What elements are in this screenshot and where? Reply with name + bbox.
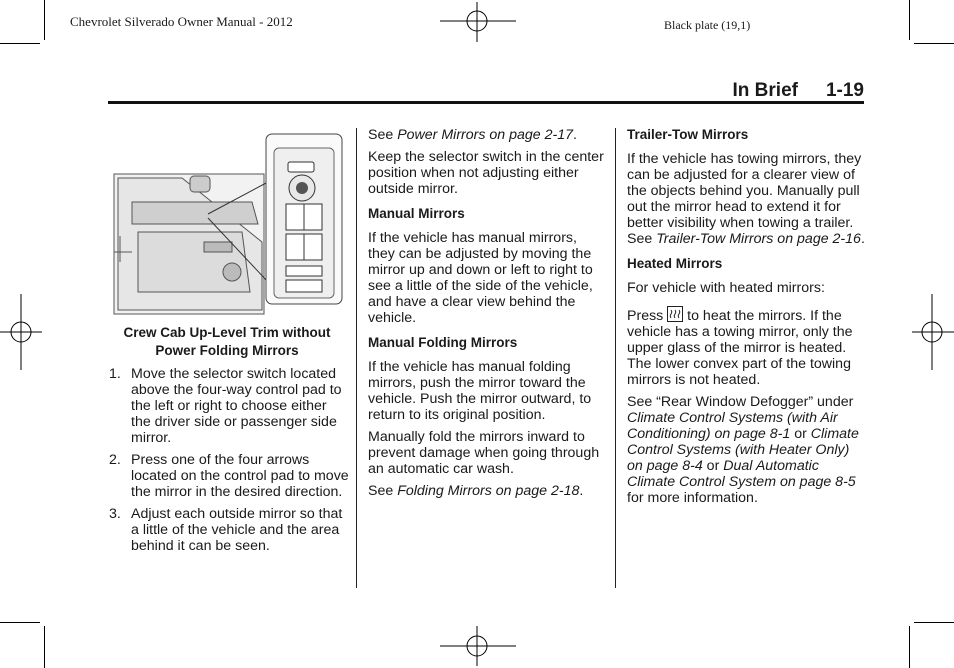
rear-defog-icon: [667, 306, 683, 322]
heading-heated-mirrors: Heated Mirrors: [627, 256, 723, 271]
paragraph: [627, 151, 865, 247]
registration-mark-right: [912, 294, 954, 370]
cross-reference: Climate Control Systems (with Air Conditioning) on page 8-1: [627, 410, 838, 442]
column-divider: [356, 128, 357, 588]
see-reference: [368, 483, 606, 499]
text: to heat the mirrors. If the vehicle has a towing mirror, only the upper glass of the mirror is heated. The lower convex part of the towing mirrors is not heated.: [627, 308, 853, 388]
plate-label: Black plate (19,1): [664, 18, 751, 32]
crop-mark: [44, 0, 45, 40]
caption-line: Crew Cab Up-Level Trim without: [123, 325, 331, 340]
cross-reference: Power Mirrors on page 2-17: [397, 127, 574, 143]
page-number: 1-19: [825, 80, 864, 101]
heading-manual-mirrors: Manual Mirrors: [368, 206, 465, 221]
text: Press: [627, 308, 664, 324]
column-2: [368, 127, 606, 505]
cross-reference: Trailer-Tow Mirrors on page 2-16: [656, 231, 861, 247]
text: See: [368, 127, 398, 143]
see-reference: [368, 127, 606, 143]
figure-caption: [110, 324, 344, 360]
step-number: 3.: [109, 506, 121, 522]
list-item: [109, 366, 349, 446]
text: See “Rear Window Defogger” under: [627, 394, 854, 410]
step-text: Press one of the four arrows located on the control pad to move the mirror in the desired direction.: [131, 452, 349, 500]
crop-mark: [909, 626, 910, 668]
list-item: [109, 506, 349, 554]
paragraph: [627, 306, 865, 388]
text: or: [790, 426, 811, 442]
paragraph: If the vehicle has manual mirrors, they can be adjusted by moving the mirror up and down or left to right to see a little of the side of the vehicle, and have a clear view behind the vehicle.: [368, 230, 593, 326]
cross-reference: Climate Control Systems (with Heater Only) on page 8-4: [627, 426, 859, 474]
text: .: [860, 231, 865, 247]
cross-reference: Folding Mirrors on page 2-18: [397, 483, 580, 499]
text: or: [702, 458, 724, 474]
paragraph: If the vehicle has manual folding mirrors, push the mirror toward the vehicle. Push the mirror outward, to return to its original position.: [368, 359, 592, 423]
registration-mark-left: [0, 294, 42, 370]
crop-mark: [0, 622, 40, 623]
paragraph: Keep the selector switch in the center position when not adjusting either outside mirror.: [368, 149, 604, 197]
text: .: [579, 483, 584, 499]
cross-reference: Dual Automatic Climate Control System on page 8-5: [627, 458, 856, 490]
crop-mark: [914, 43, 954, 44]
column-divider: [615, 128, 616, 588]
crop-mark: [44, 626, 45, 668]
step-number: 1.: [109, 366, 121, 382]
heading-trailer-tow-mirrors: Trailer-Tow Mirrors: [627, 127, 749, 142]
text: .: [573, 127, 577, 143]
crop-mark: [0, 43, 40, 44]
paragraph: Manually fold the mirrors inward to prevent damage when going through an automatic car wash.: [368, 429, 600, 477]
step-number: 2.: [109, 452, 121, 468]
step-text: Move the selector switch located above the four-way control pad to the left or right to choose either the driver side or passenger side mirror.: [131, 366, 342, 446]
crop-mark: [914, 622, 954, 623]
step-text: Adjust each outside mirror so that a little of the vehicle and the area behind it can be seen.: [131, 506, 343, 554]
section-name: In Brief: [732, 80, 798, 101]
steps-list: [109, 366, 349, 554]
manual-title: Chevrolet Silverado Owner Manual - 2012: [70, 14, 293, 29]
heading-manual-folding-mirrors: Manual Folding Mirrors: [368, 335, 518, 350]
text: for more information.: [627, 490, 758, 506]
registration-mark-bottom: [440, 626, 516, 666]
text: If the vehicle has towing mirrors, they can be adjusted for a clearer view of the objects behind you. Manually pull out the mirror head to extend it for better visibility when towing a trailer. See: [627, 151, 862, 247]
registration-mark-top: [440, 2, 516, 42]
door-mirror-control-illustration: [112, 132, 344, 320]
crop-mark: [909, 0, 910, 40]
paragraph: For vehicle with heated mirrors:: [627, 280, 825, 296]
column-1: [109, 366, 349, 560]
header-rule: [108, 101, 864, 104]
page-heading: [733, 80, 864, 102]
caption-line: Power Folding Mirrors: [155, 343, 299, 358]
text: See: [368, 483, 398, 499]
list-item: [109, 452, 349, 500]
column-3: [627, 127, 865, 512]
see-reference: [627, 394, 865, 506]
